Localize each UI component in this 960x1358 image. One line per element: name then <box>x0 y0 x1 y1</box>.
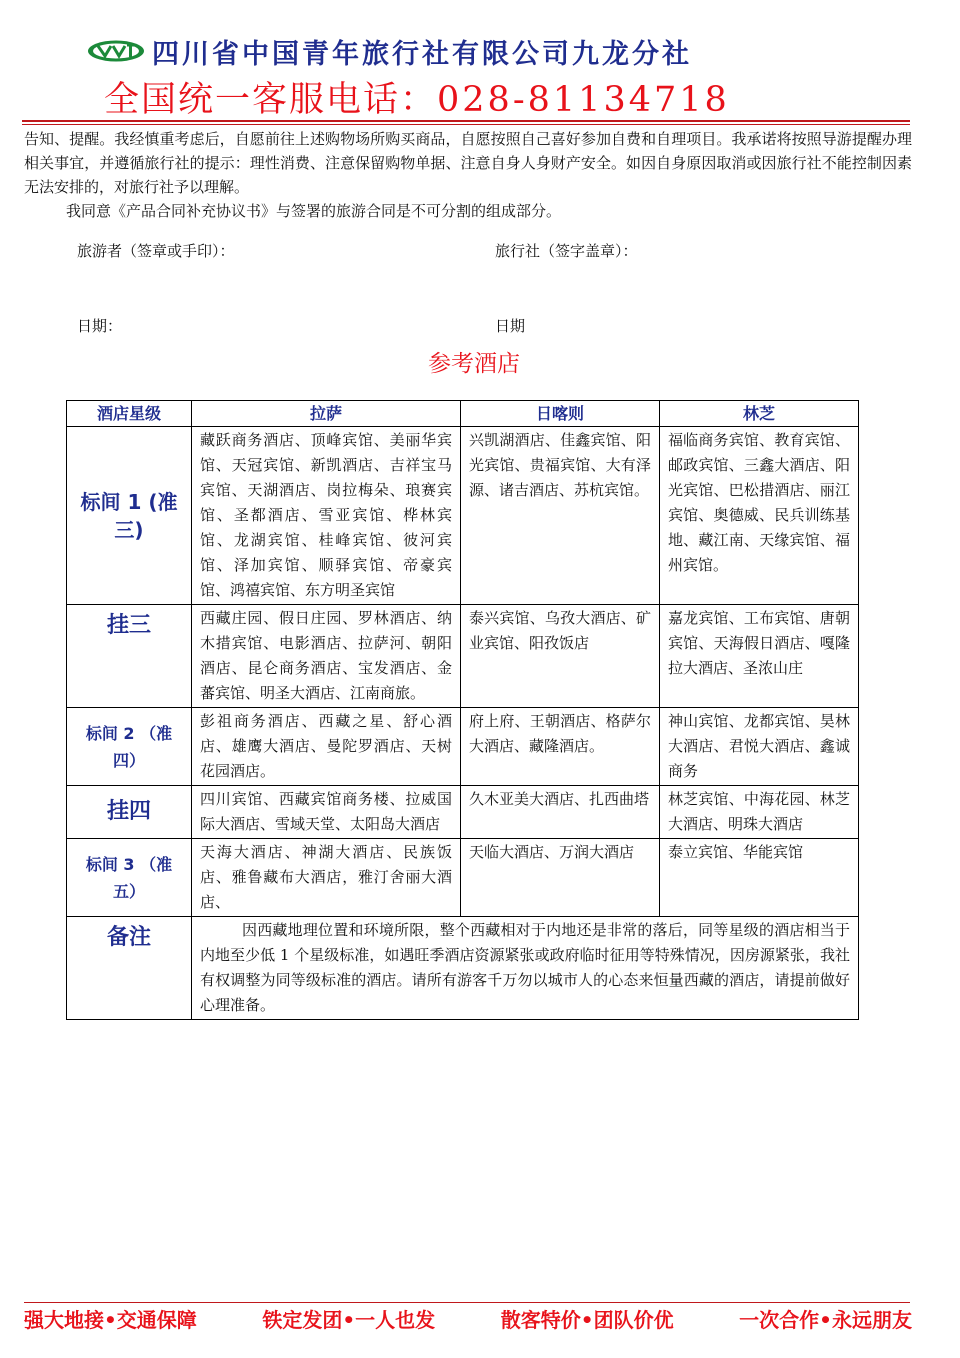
shigatse-hotels-cell: 泰兴宾馆、乌孜大酒店、矿业宾馆、阳孜饭店 <box>461 605 660 708</box>
nyingchi-hotels-cell: 神山宾馆、龙都宾馆、昊林大酒店、君悦大酒店、鑫诚商务 <box>660 708 859 786</box>
grade-cell: 挂四 <box>67 786 192 839</box>
shigatse-hotels-cell: 府上府、王朝酒店、格萨尔大酒店、藏隆酒店。 <box>461 708 660 786</box>
table-row <box>67 708 859 786</box>
footer-slogan: 一次合作•永远朋友 <box>739 1308 912 1332</box>
shigatse-hotels-cell: 久木亚美大酒店、扎西曲塔 <box>461 786 660 839</box>
header-divider <box>22 120 910 122</box>
traveler-signature-label: 旅游者（签章或手印）： <box>77 242 235 260</box>
nyingchi-hotels-cell: 林芝宾馆、中海花园、林芝大酒店、明珠大酒店 <box>660 786 859 839</box>
agreement-paragraph-1: 告知、提醒。我经慎重考虑后，自愿前往上述购物场所购买商品，自愿按照自己喜好参加自费和自理项目。我承诺将按照导游提醒办理相关事宜，并遵循旅行社的提示：理性消费、注意保留购物单据、注意自身人身财产安全。如因自身原因取消或因旅行社不能控制因素无法安排的，对旅行社予以理解。 <box>24 130 912 196</box>
footer-slogan: 强大地接•交通保障 <box>24 1308 197 1332</box>
table-row <box>67 839 859 917</box>
header-divider-thin <box>22 124 910 125</box>
table-row <box>67 605 859 708</box>
footer-slogan: 散客特价•团队价优 <box>500 1308 674 1332</box>
agency-signature-label: 旅行社（签字盖章）： <box>495 242 638 260</box>
hotel-table <box>66 400 859 1020</box>
agreement-paragraph-2: 我同意《产品合同补充协议书》与签署的旅游合同是不可分割的组成部分。 <box>66 202 562 220</box>
cyts-logo-icon <box>86 39 146 63</box>
grade-cell: 标间 1 (准三) <box>67 427 192 605</box>
nyingchi-hotels-cell: 福临商务宾馆、教育宾馆、邮政宾馆、三鑫大酒店、阳光宾馆、巴松措酒店、丽江宾馆、奥德威、民兵训练基地、藏江南、天缘宾馆、福州宾馆。 <box>660 427 859 605</box>
hotline-label: 全国统一客服电话： <box>104 80 438 120</box>
column-header: 林芝 <box>660 401 859 427</box>
hotline-number: 028-81134718 <box>437 80 730 120</box>
shigatse-hotels-cell: 兴凯湖酒店、佳鑫宾馆、阳光宾馆、贵福宾馆、大有泽源、诸吉酒店、苏杭宾馆。 <box>461 427 660 605</box>
date-label-right: 日期 <box>495 317 526 335</box>
shigatse-hotels-cell: 天临大酒店、万润大酒店 <box>461 839 660 917</box>
grade-cell: 标间 2 （准四） <box>67 708 192 786</box>
column-header: 酒店星级 <box>67 401 192 427</box>
lhasa-hotels-cell: 彭祖商务酒店、西藏之星、舒心酒店、雄鹰大酒店、曼陀罗酒店、天树花园酒店。 <box>192 708 461 786</box>
grade-cell: 标间 3 （准五） <box>67 839 192 917</box>
table-row <box>67 786 859 839</box>
column-header: 拉萨 <box>192 401 461 427</box>
agreement-text <box>24 127 912 223</box>
remark-text: 因西藏地理位置和环境所限，整个西藏相对于内地还是非常的落后，同等星级的酒店相当于内地至少低 1 个星级标准，如遇旺季酒店资源紧张或政府临时征用等特殊情况，因房源紧张，我社有权调整为同等级标准的酒店。请所有游客千万勿以城市人的心态来恒量西藏的酒店，请提前做好心理准备。 <box>192 917 859 1020</box>
footer-slogans <box>24 1304 912 1334</box>
company-name: 四川省中国青年旅行社有限公司九龙分社 <box>152 38 692 70</box>
date-label-left: 日期： <box>77 317 123 335</box>
remark-label: 备注 <box>67 917 192 1020</box>
lhasa-hotels-cell: 天海大酒店、神湖大酒店、民族饭店、雅鲁藏布大酒店，雅汀舍丽大酒店、 <box>192 839 461 917</box>
remark-row <box>67 917 859 1020</box>
hotline <box>104 72 730 122</box>
lhasa-hotels-cell: 藏跃商务酒店、顶峰宾馆、美丽华宾馆、天冠宾馆、新凯酒店、吉祥宝马宾馆、天湖酒店、岗拉梅朵、琅赛宾馆、圣都酒店、雪亚宾馆、桦林宾馆、龙湖宾馆、桂峰宾馆、彼河宾馆、泽加宾馆、顺驿宾馆、帝豪宾馆、鸿禧宾馆、东方明圣宾馆 <box>192 427 461 605</box>
table-header-row <box>67 401 859 427</box>
grade-cell: 挂三 <box>67 605 192 708</box>
lhasa-hotels-cell: 西藏庄园、假日庄园、罗林酒店、纳木措宾馆、电影酒店、拉萨河、朝阳酒店、昆仑商务酒店、宝发酒店、金蕃宾馆、明圣大酒店、江南商旅。 <box>192 605 461 708</box>
nyingchi-hotels-cell: 泰立宾馆、华能宾馆 <box>660 839 859 917</box>
nyingchi-hotels-cell: 嘉龙宾馆、工布宾馆、唐朝宾馆、天海假日酒店、嘎隆拉大酒店、圣浓山庄 <box>660 605 859 708</box>
table-row <box>67 427 859 605</box>
lhasa-hotels-cell: 四川宾馆、西藏宾馆商务楼、拉威国际大酒店、雪域天堂、太阳岛大酒店 <box>192 786 461 839</box>
section-title: 参考酒店 <box>428 351 520 377</box>
column-header: 日喀则 <box>461 401 660 427</box>
footer-slogan: 铁定发团•一人也发 <box>262 1308 436 1332</box>
footer-divider <box>24 1302 910 1303</box>
company-title-row <box>86 33 692 69</box>
